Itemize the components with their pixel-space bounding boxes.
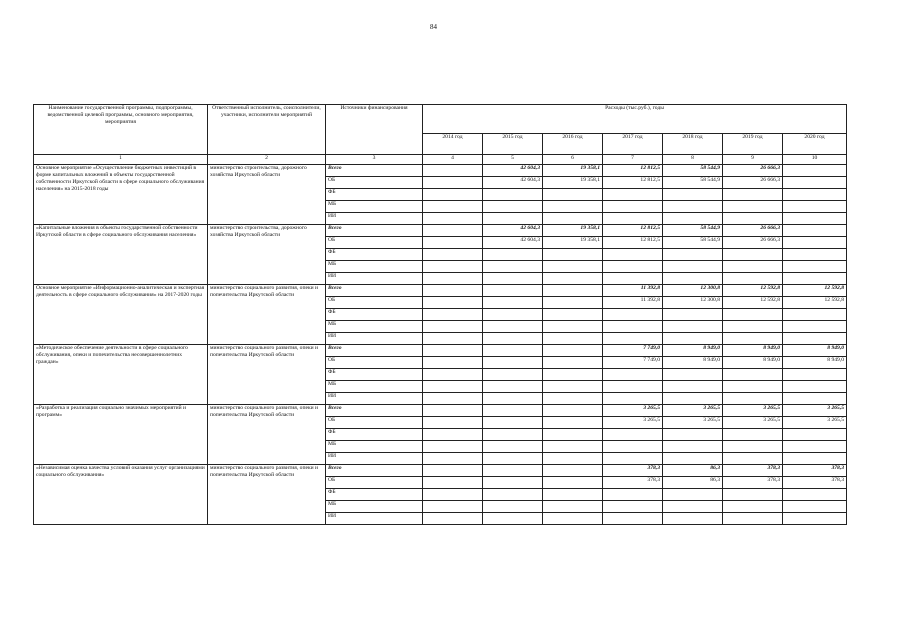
- amount-cell: [483, 201, 543, 213]
- amount-cell: [783, 393, 847, 405]
- amount-cell: [483, 333, 543, 345]
- amount-cell: [783, 513, 847, 525]
- funding-source: МБ: [326, 441, 423, 453]
- amount-cell: [603, 321, 663, 333]
- amount-cell: 8 949,0: [783, 345, 847, 357]
- amount-cell: [603, 309, 663, 321]
- amount-cell: [783, 189, 847, 201]
- amount-cell: [483, 285, 543, 297]
- funding-source: ОБ: [326, 297, 423, 309]
- amount-cell: [543, 297, 603, 309]
- amount-cell: [483, 213, 543, 225]
- amount-cell: 8 949,0: [723, 345, 783, 357]
- amount-cell: 12 812,5: [603, 177, 663, 189]
- amount-cell: [483, 453, 543, 465]
- expenses-table: [33, 104, 847, 525]
- header-year: 2020 год: [783, 134, 847, 155]
- funding-source: ФБ: [326, 189, 423, 201]
- amount-cell: [543, 501, 603, 513]
- amount-cell: [723, 213, 783, 225]
- amount-cell: [663, 381, 723, 393]
- funding-source: Всего: [326, 285, 423, 297]
- header-year: 2017 год: [603, 134, 663, 155]
- measure-executor: министерство социального развития, опеки и попечительства Иркутской области: [208, 465, 326, 525]
- amount-cell: [783, 165, 847, 177]
- amount-cell: 378,3: [603, 465, 663, 477]
- amount-cell: [543, 261, 603, 273]
- amount-cell: [543, 453, 603, 465]
- amount-cell: [543, 249, 603, 261]
- table-row: [34, 285, 847, 297]
- amount-cell: [483, 273, 543, 285]
- column-number: 1: [34, 155, 208, 165]
- funding-source: Всего: [326, 345, 423, 357]
- amount-cell: [603, 513, 663, 525]
- amount-cell: [423, 381, 483, 393]
- amount-cell: [423, 225, 483, 237]
- amount-cell: 378,3: [783, 465, 847, 477]
- amount-cell: [663, 453, 723, 465]
- amount-cell: [483, 513, 543, 525]
- amount-cell: [423, 369, 483, 381]
- amount-cell: [783, 369, 847, 381]
- amount-cell: [483, 417, 543, 429]
- amount-cell: [423, 477, 483, 489]
- amount-cell: 3 265,5: [723, 405, 783, 417]
- amount-cell: [723, 381, 783, 393]
- amount-cell: [543, 273, 603, 285]
- amount-cell: [483, 393, 543, 405]
- amount-cell: [423, 489, 483, 501]
- amount-cell: [783, 225, 847, 237]
- amount-cell: [543, 189, 603, 201]
- amount-cell: [543, 309, 603, 321]
- column-number: 5: [483, 155, 543, 165]
- header-year: 2018 год: [663, 134, 723, 155]
- column-number: 8: [663, 155, 723, 165]
- amount-cell: [423, 417, 483, 429]
- amount-cell: [423, 177, 483, 189]
- amount-cell: [423, 261, 483, 273]
- amount-cell: 3 265,5: [663, 405, 723, 417]
- column-number: 10: [783, 155, 847, 165]
- funding-source: ИИ: [326, 513, 423, 525]
- funding-source: Всего: [326, 165, 423, 177]
- table-row: [34, 405, 847, 417]
- funding-source: ИИ: [326, 213, 423, 225]
- amount-cell: [483, 261, 543, 273]
- funding-source: ИИ: [326, 273, 423, 285]
- amount-cell: [663, 273, 723, 285]
- funding-source: МБ: [326, 381, 423, 393]
- amount-cell: [423, 357, 483, 369]
- amount-cell: [423, 249, 483, 261]
- page-number: 84: [430, 23, 437, 31]
- header-year: 2015 год: [483, 134, 543, 155]
- amount-cell: 12 592,8: [723, 297, 783, 309]
- measure-name: «Капитальные вложения в объекты государственной собственности Иркутской области в сфере социального обслуживания населения»: [34, 225, 208, 285]
- amount-cell: 19 358,1: [543, 177, 603, 189]
- amount-cell: [543, 417, 603, 429]
- amount-cell: 3 265,5: [603, 405, 663, 417]
- amount-cell: [543, 465, 603, 477]
- amount-cell: [543, 477, 603, 489]
- amount-cell: [783, 261, 847, 273]
- amount-cell: [663, 333, 723, 345]
- amount-cell: [783, 429, 847, 441]
- amount-cell: 12 812,5: [603, 237, 663, 249]
- funding-source: ФБ: [326, 369, 423, 381]
- amount-cell: [723, 201, 783, 213]
- amount-cell: [603, 249, 663, 261]
- amount-cell: [423, 297, 483, 309]
- amount-cell: [663, 201, 723, 213]
- amount-cell: [723, 429, 783, 441]
- amount-cell: 42 604,3: [483, 165, 543, 177]
- amount-cell: 8 949,0: [663, 357, 723, 369]
- funding-source: ФБ: [326, 489, 423, 501]
- amount-cell: [423, 165, 483, 177]
- amount-cell: [723, 249, 783, 261]
- amount-cell: [723, 273, 783, 285]
- amount-cell: 26 666,3: [723, 225, 783, 237]
- amount-cell: [723, 309, 783, 321]
- amount-cell: [423, 441, 483, 453]
- measure-name: Основное мероприятие «Осуществление бюджетных инвестиций в форме капитальных вложений в объекты государственной собственности Иркутской области в сфере социального обслуживания населения» на 2015-2018 годы: [34, 165, 208, 225]
- amount-cell: [603, 501, 663, 513]
- amount-cell: 42 604,3: [483, 225, 543, 237]
- amount-cell: [783, 333, 847, 345]
- funding-source: Всего: [326, 405, 423, 417]
- funding-source: ОБ: [326, 477, 423, 489]
- amount-cell: [483, 441, 543, 453]
- measure-name: «Методическое обеспечение деятельности в сфере социального обслуживания, опеки и попечительства несовершеннолетних граждан»: [34, 345, 208, 405]
- amount-cell: [423, 345, 483, 357]
- amount-cell: [783, 441, 847, 453]
- amount-cell: [663, 261, 723, 273]
- amount-cell: [663, 393, 723, 405]
- measure-name: «Независимая оценка качества условий оказания услуг организациями социального обслуживания»: [34, 465, 208, 525]
- amount-cell: [783, 501, 847, 513]
- amount-cell: [483, 381, 543, 393]
- table-row: [34, 345, 847, 357]
- amount-cell: 8 949,0: [783, 357, 847, 369]
- amount-cell: [663, 249, 723, 261]
- amount-cell: [483, 297, 543, 309]
- measure-name: «Разработка и реализация социально значимых мероприятий и программ»: [34, 405, 208, 465]
- amount-cell: [483, 345, 543, 357]
- amount-cell: [603, 381, 663, 393]
- amount-cell: 12 592,8: [783, 297, 847, 309]
- amount-cell: [543, 345, 603, 357]
- amount-cell: 8 949,0: [663, 345, 723, 357]
- amount-cell: 19 358,1: [543, 225, 603, 237]
- amount-cell: [663, 441, 723, 453]
- amount-cell: [423, 321, 483, 333]
- amount-cell: [783, 273, 847, 285]
- amount-cell: 26 666,3: [723, 165, 783, 177]
- amount-cell: 58 544,9: [663, 165, 723, 177]
- amount-cell: [543, 513, 603, 525]
- amount-cell: [663, 513, 723, 525]
- amount-cell: [603, 453, 663, 465]
- amount-cell: [663, 309, 723, 321]
- amount-cell: [783, 177, 847, 189]
- amount-cell: [423, 285, 483, 297]
- amount-cell: [723, 333, 783, 345]
- amount-cell: [603, 189, 663, 201]
- funding-source: Всего: [326, 465, 423, 477]
- amount-cell: [603, 261, 663, 273]
- amount-cell: 3 265,5: [723, 417, 783, 429]
- amount-cell: [603, 273, 663, 285]
- amount-cell: [543, 429, 603, 441]
- amount-cell: [483, 309, 543, 321]
- column-number: 3: [326, 155, 423, 165]
- amount-cell: [603, 441, 663, 453]
- column-number: 7: [603, 155, 663, 165]
- amount-cell: [723, 189, 783, 201]
- amount-cell: [423, 309, 483, 321]
- amount-cell: 86,3: [663, 465, 723, 477]
- amount-cell: [603, 201, 663, 213]
- amount-cell: [723, 489, 783, 501]
- amount-cell: [783, 213, 847, 225]
- amount-cell: [603, 429, 663, 441]
- amount-cell: [723, 441, 783, 453]
- header-source: Источники финансирования: [326, 105, 423, 155]
- measure-executor: министерство социального развития, опеки и попечительства Иркутской области: [208, 345, 326, 405]
- funding-source: ОБ: [326, 237, 423, 249]
- amount-cell: 58 544,9: [663, 237, 723, 249]
- amount-cell: 26 666,3: [723, 177, 783, 189]
- amount-cell: [663, 321, 723, 333]
- amount-cell: [483, 477, 543, 489]
- amount-cell: [723, 261, 783, 273]
- amount-cell: [423, 501, 483, 513]
- amount-cell: [783, 489, 847, 501]
- funding-source: ИИ: [326, 333, 423, 345]
- amount-cell: [603, 489, 663, 501]
- funding-source: ОБ: [326, 177, 423, 189]
- amount-cell: [483, 489, 543, 501]
- amount-cell: [543, 321, 603, 333]
- amount-cell: [423, 237, 483, 249]
- amount-cell: 7 749,0: [603, 345, 663, 357]
- amount-cell: [423, 213, 483, 225]
- funding-source: ФБ: [326, 429, 423, 441]
- amount-cell: [483, 369, 543, 381]
- amount-cell: [783, 237, 847, 249]
- funding-source: ФБ: [326, 309, 423, 321]
- amount-cell: 3 265,5: [603, 417, 663, 429]
- header-year: 2016 год: [543, 134, 603, 155]
- amount-cell: [723, 393, 783, 405]
- amount-cell: [423, 201, 483, 213]
- amount-cell: [543, 213, 603, 225]
- amount-cell: [543, 441, 603, 453]
- amount-cell: 8 949,0: [723, 357, 783, 369]
- header-executor: Ответственный исполнитель, соисполнители, участники, исполнители мероприятий: [208, 105, 326, 155]
- amount-cell: 3 265,5: [663, 417, 723, 429]
- amount-cell: [783, 321, 847, 333]
- amount-cell: 42 604,3: [483, 177, 543, 189]
- amount-cell: [483, 429, 543, 441]
- amount-cell: [723, 321, 783, 333]
- amount-cell: 42 604,3: [483, 237, 543, 249]
- amount-cell: 11 392,8: [603, 297, 663, 309]
- amount-cell: [723, 369, 783, 381]
- amount-cell: [543, 489, 603, 501]
- amount-cell: 378,3: [723, 465, 783, 477]
- amount-cell: [603, 213, 663, 225]
- funding-source: МБ: [326, 501, 423, 513]
- column-number: 4: [423, 155, 483, 165]
- measure-executor: министерство строительства, дорожного хозяйства Иркутской области: [208, 225, 326, 285]
- amount-cell: [783, 453, 847, 465]
- funding-source: Всего: [326, 225, 423, 237]
- column-number: 9: [723, 155, 783, 165]
- amount-cell: [423, 429, 483, 441]
- amount-cell: [423, 189, 483, 201]
- amount-cell: 12 812,5: [603, 165, 663, 177]
- amount-cell: 378,3: [783, 477, 847, 489]
- amount-cell: [663, 213, 723, 225]
- funding-source: МБ: [326, 201, 423, 213]
- column-number: 2: [208, 155, 326, 165]
- amount-cell: [543, 393, 603, 405]
- amount-cell: [603, 393, 663, 405]
- amount-cell: 378,3: [723, 477, 783, 489]
- amount-cell: [783, 201, 847, 213]
- header-year: 2014 год: [423, 134, 483, 155]
- amount-cell: [663, 369, 723, 381]
- amount-cell: [543, 369, 603, 381]
- amount-cell: 12 300,8: [663, 297, 723, 309]
- amount-cell: [483, 189, 543, 201]
- funding-source: ИИ: [326, 453, 423, 465]
- amount-cell: 12 812,5: [603, 225, 663, 237]
- table-row: [34, 465, 847, 477]
- measure-name: Основное мероприятие «Информационно-аналитическая и экспертная деятельность в сфере социального обслуживания» на 2017-2020 годы: [34, 285, 208, 345]
- amount-cell: 12 592,8: [783, 285, 847, 297]
- measure-executor: министерство социального развития, опеки и попечительства Иркутской области: [208, 285, 326, 345]
- amount-cell: [483, 501, 543, 513]
- amount-cell: 3 265,5: [783, 417, 847, 429]
- amount-cell: 58 544,9: [663, 225, 723, 237]
- amount-cell: [663, 189, 723, 201]
- amount-cell: 11 392,8: [603, 285, 663, 297]
- header-name: Наименование государственной программы, подпрограммы, ведомственной целевой программы, основного мероприятия, мероприятия: [34, 105, 208, 155]
- amount-cell: [483, 321, 543, 333]
- funding-source: ОБ: [326, 357, 423, 369]
- amount-cell: [663, 429, 723, 441]
- measure-executor: министерство строительства, дорожного хозяйства Иркутской области: [208, 165, 326, 225]
- funding-source: ИИ: [326, 393, 423, 405]
- amount-cell: [783, 381, 847, 393]
- funding-source: ОБ: [326, 417, 423, 429]
- funding-source: ФБ: [326, 249, 423, 261]
- amount-cell: 19 358,1: [543, 165, 603, 177]
- funding-source: МБ: [326, 321, 423, 333]
- amount-cell: [663, 501, 723, 513]
- amount-cell: [603, 333, 663, 345]
- amount-cell: [423, 405, 483, 417]
- amount-cell: [663, 489, 723, 501]
- amount-cell: [483, 357, 543, 369]
- amount-cell: [483, 405, 543, 417]
- amount-cell: [423, 393, 483, 405]
- amount-cell: [483, 465, 543, 477]
- amount-cell: 12 300,8: [663, 285, 723, 297]
- amount-cell: 12 592,8: [723, 285, 783, 297]
- amount-cell: 3 265,5: [783, 405, 847, 417]
- amount-cell: [783, 249, 847, 261]
- amount-cell: [483, 249, 543, 261]
- amount-cell: 7 749,0: [603, 357, 663, 369]
- amount-cell: [783, 309, 847, 321]
- header-year: 2019 год: [723, 134, 783, 155]
- table-row: [34, 225, 847, 237]
- amount-cell: 19 358,1: [543, 237, 603, 249]
- amount-cell: [543, 333, 603, 345]
- amount-cell: [723, 501, 783, 513]
- amount-cell: [543, 381, 603, 393]
- amount-cell: [423, 465, 483, 477]
- amount-cell: [543, 201, 603, 213]
- header-expenses: Расходы (тыс.руб.), годы: [423, 105, 847, 134]
- amount-cell: 378,3: [603, 477, 663, 489]
- measure-executor: министерство социального развития, опеки и попечительства Иркутской области: [208, 405, 326, 465]
- column-number: 6: [543, 155, 603, 165]
- funding-source: МБ: [326, 261, 423, 273]
- amount-cell: [543, 285, 603, 297]
- amount-cell: [723, 513, 783, 525]
- amount-cell: [423, 333, 483, 345]
- amount-cell: 58 544,9: [663, 177, 723, 189]
- table-row: [34, 165, 847, 177]
- amount-cell: [603, 369, 663, 381]
- amount-cell: [723, 453, 783, 465]
- amount-cell: [423, 453, 483, 465]
- amount-cell: [543, 405, 603, 417]
- amount-cell: [423, 273, 483, 285]
- amount-cell: [543, 357, 603, 369]
- amount-cell: 26 666,3: [723, 237, 783, 249]
- amount-cell: [423, 513, 483, 525]
- amount-cell: 86,3: [663, 477, 723, 489]
